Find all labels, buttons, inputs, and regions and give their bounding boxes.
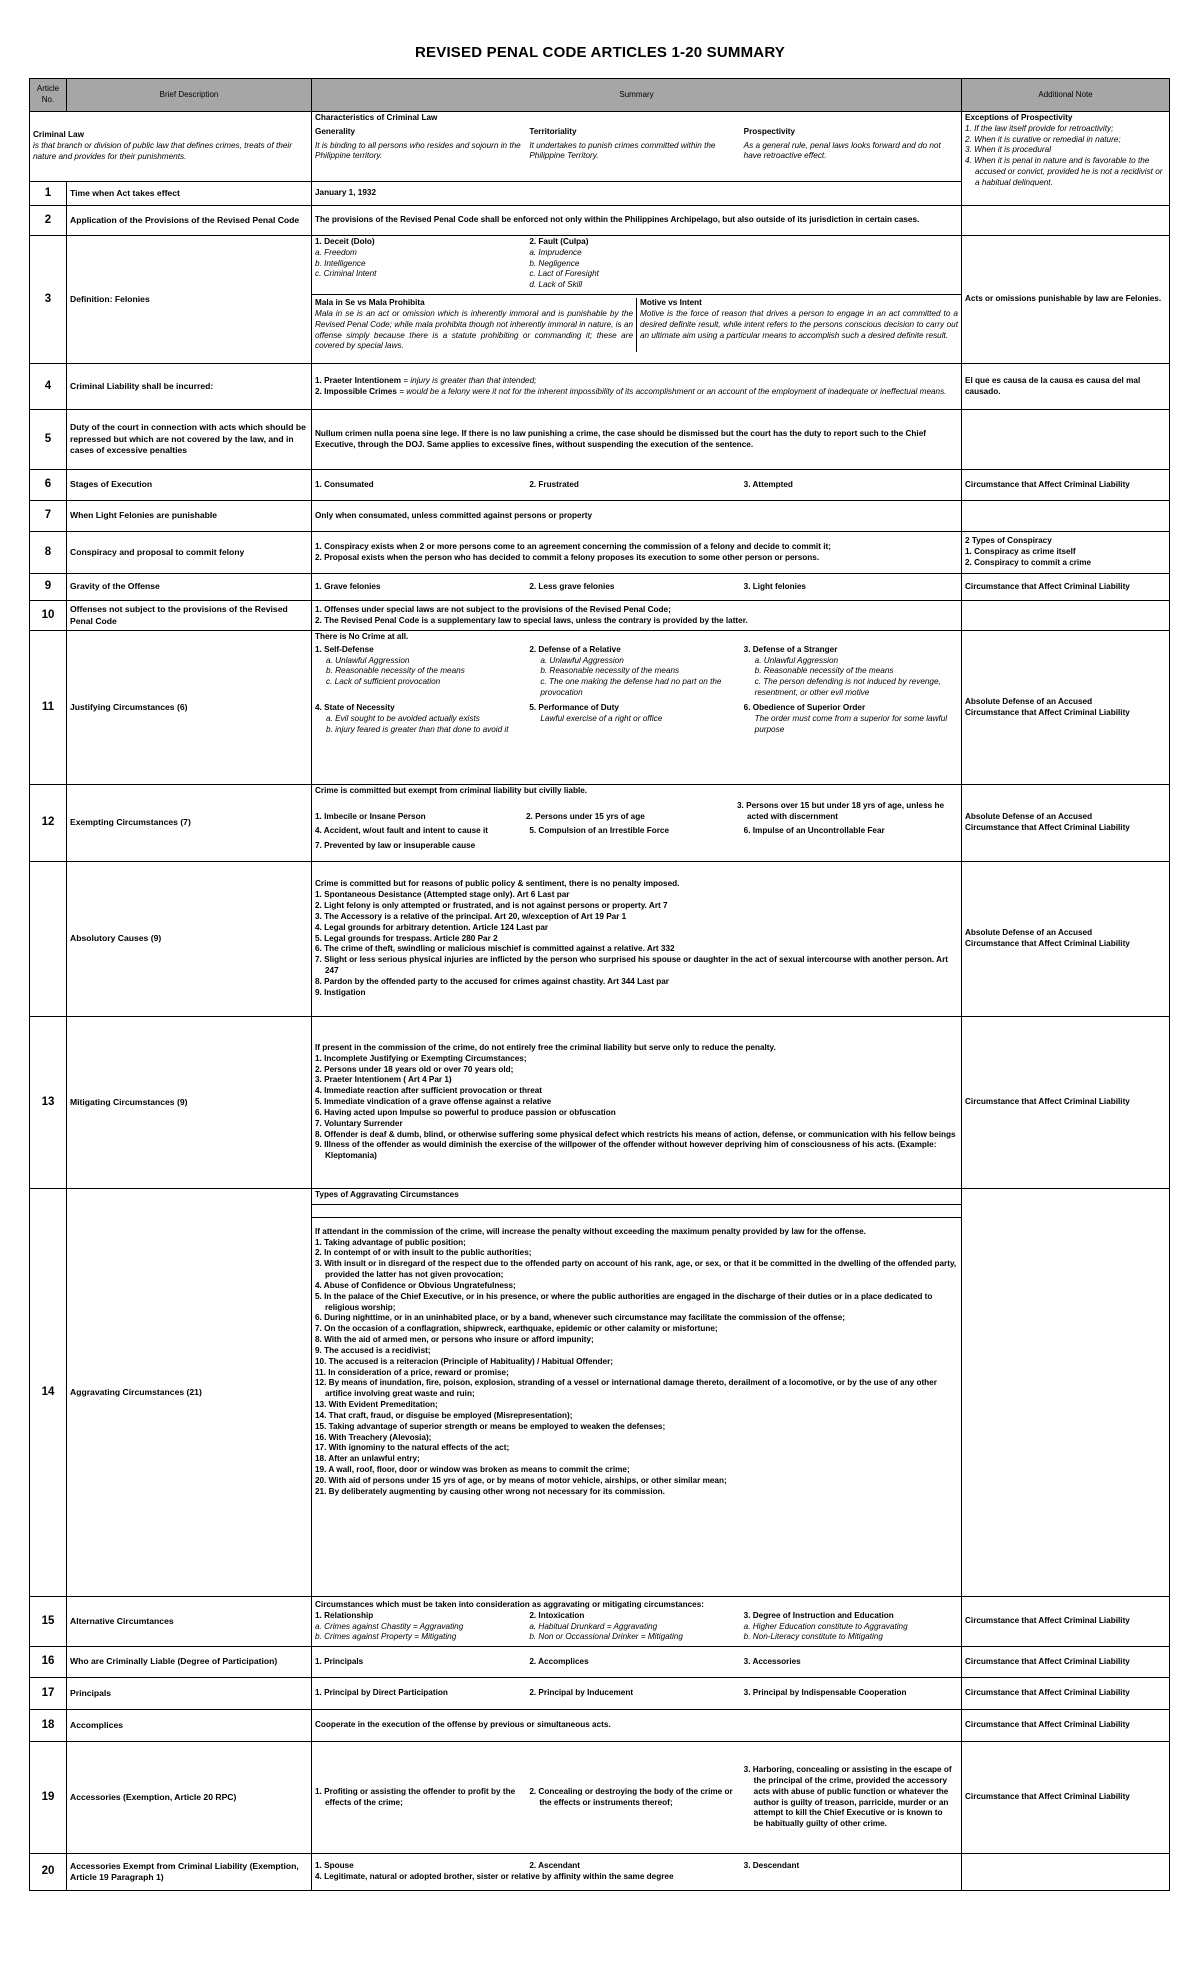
absolutory-row <box>30 862 1170 1017</box>
liable-item: 1. Principals <box>315 1656 364 1666</box>
characteristics-title: Characteristics of Criminal Law <box>315 113 438 122</box>
dolo-item: b. Intelligence <box>315 258 366 268</box>
alternative-subitem: a. Crimes against Chastity = Aggravating <box>315 1621 464 1631</box>
absolutory-item: Crime is committed but for reasons of public policy & sentiment, there is no penalty imposed. <box>315 879 680 889</box>
article-summary <box>312 601 962 631</box>
article-number: 15 <box>30 1597 67 1647</box>
absolutory-item: 5. Legal grounds for trespass. Article 280 Par 2 <box>315 933 498 943</box>
aggravating-item: 13. With Evident Premeditation; <box>315 1400 438 1410</box>
header-row <box>30 79 1170 112</box>
justifying-subitem: Lawful exercise of a right or office <box>540 713 663 723</box>
absolutory-item: 4. Legal grounds for arbitrary detention. Article 124 Last par <box>315 922 549 932</box>
aggravating-item: 6. During nighttime, or in an uninhabited place, or by a band, whenever such circumstance may facilitate the commission of the offense; <box>315 1313 846 1323</box>
criminal-law-title: Criminal Law <box>33 130 84 140</box>
article-note: Circumstance that Affect Criminal Liability <box>962 1017 1170 1189</box>
mala-text: Mala in se is an act or omission which is inherently immoral and is punishable by the Revised Penal Code; while mala prohibita though not inherently immoral in nature, is an offense simply because there is a statute prohibiting or commanding it; these are covered by special laws. <box>315 308 633 351</box>
mitigating-item: 3. Praeter Intentionem ( Art 4 Par 1) <box>315 1075 452 1085</box>
alternative-subitem: b. Non-Literacy constitute to Mitigating <box>743 1632 883 1642</box>
article-note <box>962 862 1170 1017</box>
justifying-subitem: b. Reasonable necessity of the means <box>754 666 894 676</box>
alternative-item: 3. Degree of Instruction and Education <box>743 1610 894 1620</box>
justifying-item: 6. Obedience of Superior Order <box>743 702 866 712</box>
article-summary <box>312 1678 962 1710</box>
mitigating-item: 7. Voluntary Surrender <box>315 1118 403 1128</box>
mala-title: Mala in Se vs Mala Prohibita <box>315 298 425 308</box>
article-summary: The provisions of the Revised Penal Code shall be enforced not only within the Philippines Archipelago, but also outside of its jurisdiction in certain cases. <box>312 206 962 236</box>
note-line: Absolute Defense of an Accused <box>965 928 1093 938</box>
article-row-16 <box>30 1647 1170 1678</box>
justifying-subitem: a. Unlawful Aggression <box>540 655 624 665</box>
justifying-subitem: b. Reasonable necessity of the means <box>540 666 680 676</box>
aggravating-item: 10. The accused is a reiteracion (Principle of Habituality) / Habitual Offender; <box>315 1356 614 1366</box>
impossible-label: 2. Impossible Crimes <box>315 386 397 396</box>
alternative-subitem: b. Non or Occassional Drinker = Mitigating <box>529 1632 683 1642</box>
aggravating-item: 16. With Treachery (Alevosia); <box>315 1432 432 1442</box>
aggravating-item: 20. With aid of persons under 15 yrs of age, or by means of motor vehicle, airships, or other similar mean; <box>315 1475 727 1485</box>
article-description: Mitigating Circumstances (9) <box>67 1017 312 1189</box>
mitigating-item: If present in the commission of the crime, do not entirely free the criminal liability but serve only to reduce the penalty. <box>315 1042 776 1052</box>
offense-item: 1. Offenses under special laws are not subject to the provisions of the Revised Penal Code; <box>315 604 671 614</box>
article-row-2 <box>30 206 1170 236</box>
article-note <box>962 785 1170 862</box>
article-summary <box>312 574 962 601</box>
aggravating-item: 3. With insult or in disregard of the respect due to the offended party on account of his rank, age, or sex, or that it be committed in the dwelling of the offended party, provided the latter has not given provocation; <box>315 1259 957 1280</box>
article-note <box>962 1189 1170 1597</box>
article-row-6 <box>30 470 1170 501</box>
article-number: 8 <box>30 532 67 574</box>
absolutory-item: 8. Pardon by the offended party to the accused for crimes against chastity. Art 344 Last par <box>315 976 669 986</box>
article-number: 19 <box>30 1742 67 1854</box>
accessory-item: 3. Harboring, concealing or assisting in the escape of the principal of the crime, provided the accessory acts with abuse of public function or whatever the author is guilty of treason, parricide, murder or an attempt to kill the Chief Executive or is known to be habitually guilty of other crime. <box>743 1765 952 1829</box>
article-row-5 <box>30 410 1170 470</box>
aggravating-item: 11. In consideration of a price, reward or promise; <box>315 1367 509 1377</box>
note-line: Absolute Defense of an Accused <box>965 812 1093 822</box>
justifying-item: 5. Performance of Duty <box>529 702 619 712</box>
justifying-subitem: b. Reasonable necessity of the means <box>326 666 465 676</box>
justifying-item: 2. Defense of a Relative <box>529 644 621 654</box>
summary-table <box>29 78 1170 1891</box>
exempting-item: 7. Prevented by law or insuperable cause <box>315 841 476 851</box>
aggravating-item: 12. By means of inundation, fire, poison, explosion, stranding of a vessel or international damage thereto, derailment of a locomotive, or by the use of any other artifice involving great waste and ruin; <box>315 1378 937 1399</box>
exception-item: 1. If the law itself provide for retroactivity; <box>965 123 1114 133</box>
article-note: Circumstance that Affect Criminal Liability <box>962 1710 1170 1742</box>
alternative-subitem: b. Crimes against Property = Mitigating <box>315 1632 457 1642</box>
article-summary: Cooperate in the execution of the offense by previous or simultaneous acts. <box>312 1710 962 1742</box>
prospectivity-text: As a general rule, penal laws looks forward and do not have retroactive effect. <box>743 140 941 161</box>
justifying-subitem: c. The one making the defense had no part on the provocation <box>540 677 722 698</box>
stage-item: 1. Consumated <box>315 479 374 489</box>
alternative-subitem: a. Habitual Drunkard = Aggravating <box>529 1621 658 1631</box>
generality-title: Generality <box>315 126 356 136</box>
exception-item: 4. When it is penal in nature and is favorable to the accused or convict, provided he is not a recidivist or a habitual delinquent. <box>965 156 1163 187</box>
absolutory-item: 7. Slight or less serious physical injuries are inflicted by the person who surprised his spouse or daughter in the act of sexual intercourse with another person. Art 247 <box>315 955 949 976</box>
mitigating-item: 1. Incomplete Justifying or Exempting Circumstances; <box>315 1053 527 1063</box>
article-description: Gravity of the Offense <box>67 574 312 601</box>
article-number: 9 <box>30 574 67 601</box>
justifying-subitem: b. injury feared is greater than that done to avoid it <box>326 724 509 734</box>
header-note: Additional Note <box>962 79 1170 112</box>
article-description: Conspiracy and proposal to commit felony <box>67 532 312 574</box>
article-summary <box>312 470 962 501</box>
alternative-subitem: a. Higher Education constitute to Aggravating <box>743 1621 908 1631</box>
proposal-text: 2. Proposal exists when the person who has decided to commit a felony proposes its execution to some other person or persons. <box>315 552 820 562</box>
justifying-subitem: c. The person defending is not induced by revenge, resentment, or other evil motive <box>754 677 941 698</box>
conspiracy-type: 2. Conspiracy to commit a crime <box>965 557 1092 567</box>
mitigating-item: 5. Immediate vindication of a grave offense against a relative <box>315 1097 552 1107</box>
mitigating-item: 9. Illness of the offender as would diminish the exercise of the willpower of the offender without however depriving him of consciousness of his acts. (Example: Kleptomania) <box>315 1140 937 1161</box>
justifying-item: 3. Defense of a Stranger <box>743 644 838 654</box>
article-note <box>962 631 1170 785</box>
dolo-title: 1. Deceit (Dolo) <box>315 237 375 246</box>
mitigating-item: 2. Persons under 18 years old or over 70 years old; <box>315 1064 514 1074</box>
article-description: Aggravating Circumstances (21) <box>67 1189 312 1597</box>
aggravating-item: 1. Taking advantage of public position; <box>315 1237 466 1247</box>
header-summary: Summary <box>312 79 962 112</box>
justifying-intro: There is No Crime at all. <box>315 632 409 641</box>
aggravating-item: 9. The accused is a recidivist; <box>315 1345 431 1355</box>
article-summary <box>312 1854 962 1891</box>
article-row-9 <box>30 574 1170 601</box>
article-note <box>962 532 1170 574</box>
exempting-item: 4. Accident, w/out fault and intent to cause it <box>315 826 489 836</box>
article-description: Duty of the court in connection with acts which should be repressed but which are not covered by the law, and in cases of excessive penalties <box>67 410 312 470</box>
motive-title: Motive vs Intent <box>640 298 702 308</box>
article-number: 5 <box>30 410 67 470</box>
stage-item: 2. Frustrated <box>529 479 579 489</box>
exempt-accessory-item: 4. Legitimate, natural or adopted brother, sister or relative by affinity within the same degree <box>315 1872 674 1881</box>
article-row-10 <box>30 601 1170 631</box>
conspiracy-type: 1. Conspiracy as crime itself <box>965 547 1076 557</box>
article-row-17 <box>30 1678 1170 1710</box>
exempting-item: 2. Persons under 15 yrs of age <box>526 811 645 821</box>
culpa-item: b. Negligence <box>529 258 580 268</box>
aggravating-item: 7. On the occasion of a conflagration, shipwreck, earthquake, epidemic or other calamity or misfortune; <box>315 1324 718 1334</box>
article-number: 6 <box>30 470 67 501</box>
exception-item: 3. When it is procedural <box>965 145 1052 155</box>
article-row-15 <box>30 1597 1170 1647</box>
article-number: 10 <box>30 601 67 631</box>
liable-item: 3. Accessories <box>743 1656 801 1666</box>
article-number: 4 <box>30 364 67 410</box>
exceptions-cell <box>962 112 1170 206</box>
praeter-text: = injury is greater than that intended; <box>401 375 537 385</box>
aggravating-item: 19. A wall, roof, floor, door or window was broken as means to commit the crime; <box>315 1465 630 1475</box>
praeter-label: 1. Praeter Intentionem <box>315 375 401 385</box>
exceptions-title: Exceptions of Prospectivity <box>965 113 1073 122</box>
article-row-4 <box>30 364 1170 410</box>
article-row-19 <box>30 1742 1170 1854</box>
prospectivity-title: Prospectivity <box>743 126 796 136</box>
gravity-item: 1. Grave felonies <box>315 581 381 591</box>
exempting-item: 6. Impulse of an Uncontrollable Fear <box>743 826 885 836</box>
note-line: Absolute Defense of an Accused <box>965 696 1093 706</box>
territoriality-text: It undertakes to punish crimes committed within the Philippine Territory. <box>529 140 716 161</box>
article-note: Circumstance that Affect Criminal Liability <box>962 1742 1170 1854</box>
justifying-subitem: The order must come from a superior for some lawful purpose <box>754 713 948 734</box>
alternative-item: 1. Relationship <box>315 1610 374 1620</box>
article-row-3 <box>30 236 1170 364</box>
principal-item: 3. Principal by Indispensable Cooperation <box>743 1688 907 1698</box>
article-summary <box>312 532 962 574</box>
exempting-item: 5. Compulsion of an Irrestible Force <box>529 826 669 836</box>
absolutory-item: 2. Light felony is only attempted or frustrated, and is not against persons or property. Art 7 <box>315 901 668 911</box>
intro-row <box>30 112 1170 182</box>
aggravating-item: If attendant in the commission of the crime, will increase the penalty without exceeding the maximum penalty provided by law for the offense. <box>315 1226 866 1236</box>
article-number: 7 <box>30 501 67 532</box>
justifying-subitem: a. Evil sought to be avoided actually exists <box>326 713 480 723</box>
article-description: Accessories Exempt from Criminal Liability (Exemption, Article 19 Paragraph 1) <box>67 1854 312 1891</box>
article-note: Circumstance that Affect Criminal Liability <box>962 1647 1170 1678</box>
article-description: Justifying Circumstances (6) <box>67 631 312 785</box>
gravity-item: 3. Light felonies <box>743 581 806 591</box>
exempting-item: 3. Persons over 15 but under 18 yrs of age, unless he acted with discernment <box>737 800 945 821</box>
aggravating-item: 14. That craft, fraud, or disguise be employed (Misrepresentation); <box>315 1410 573 1420</box>
article-note: Circumstance that Affect Criminal Liability <box>962 470 1170 501</box>
article-row-8 <box>30 532 1170 574</box>
exception-item: 2. When it is curative or remedial in nature; <box>965 134 1121 144</box>
justifying-item: 4. State of Necessity <box>315 702 395 712</box>
culpa-title: 2. Fault (Culpa) <box>529 237 589 246</box>
justifying-subitem: c. Lack of sufficient provocation <box>326 677 441 687</box>
gravity-item: 2. Less grave felonies <box>529 581 615 591</box>
article-row-18 <box>30 1710 1170 1742</box>
article-row-20 <box>30 1854 1170 1891</box>
aggravating-item: 2. In contempt of or with insult to the public authorities; <box>315 1248 532 1258</box>
criminal-law-cell <box>30 112 312 182</box>
article-number: 17 <box>30 1678 67 1710</box>
article-row-7 <box>30 501 1170 532</box>
justifying-subitem: a. Unlawful Aggression <box>754 655 839 665</box>
aggravating-types-title: Types of Aggravating Circumstances <box>315 1190 459 1199</box>
characteristics-cell <box>312 112 962 182</box>
article-description: Principals <box>67 1678 312 1710</box>
justifying-item: 1. Self-Defense <box>315 644 374 654</box>
article-number: 16 <box>30 1647 67 1678</box>
note-line: Circumstance that Affect Criminal Liability <box>965 939 1130 948</box>
aggravating-item: 21. By deliberately augmenting by causing other wrong not necessary for its commission. <box>315 1486 665 1496</box>
absolutory-item: 1. Spontaneous Desistance (Attempted stage only). Art 6 Last par <box>315 890 570 900</box>
article-description: Alternative Circumtances <box>67 1597 312 1647</box>
generality-text: It is binding to all persons who resides and sojourn in the Philippine territory. <box>315 140 521 161</box>
article-note <box>962 601 1170 631</box>
absolutory-item: 3. The Accessory is a relative of the principal. Art 20, w/exception of Art 19 Par 1 <box>315 911 627 921</box>
article-number <box>30 862 67 1017</box>
exempt-accessory-item: 1. Spouse <box>315 1861 354 1871</box>
article-description: Stages of Execution <box>67 470 312 501</box>
article-description: When Light Felonies are punishable <box>67 501 312 532</box>
exempt-accessory-item: 3. Descendant <box>743 1861 800 1871</box>
article-summary: Only when consumated, unless committed against persons or property <box>312 501 962 532</box>
article-summary: Nullum crimen nulla poena sine lege. If there is no law punishing a crime, the case should be dismissed but the court has the duty to report such to the Chief Executive, through the DOJ. Same applies to excessive fines, without suspending the execution of the sentence. <box>312 410 962 470</box>
stage-item: 3. Attempted <box>743 479 793 489</box>
mitigating-item: 4. Immediate reaction after sufficient provocation or threat <box>315 1086 543 1096</box>
article-number: 11 <box>30 631 67 785</box>
article-summary <box>312 1017 962 1189</box>
article-note <box>962 206 1170 236</box>
aggravating-item: 4. Abuse of Confidence or Obvious Ungratefulness; <box>315 1280 516 1290</box>
alternative-intro: Circumstances which must be taken into consideration as aggravating or mitigating circumstances: <box>315 1599 705 1609</box>
dolo-item: c. Criminal Intent <box>315 269 377 279</box>
article-note: Circumstance that Affect Criminal Liability <box>962 1678 1170 1710</box>
absolutory-item: 9. Instigation <box>315 987 366 997</box>
article-description: Time when Act takes effect <box>67 182 312 206</box>
article-row-14 <box>30 1189 1170 1597</box>
article-note: Acts or omissions punishable by law are Felonies. <box>962 236 1170 364</box>
absolutory-item: 6. The crime of theft, swindling or malicious mischief is committed against a relative. Art 332 <box>315 944 675 954</box>
article-number: 20 <box>30 1854 67 1891</box>
exempt-accessory-item: 2. Ascendant <box>529 1861 580 1871</box>
article-summary <box>312 364 962 410</box>
conspiracy-text: 1. Conspiracy exists when 2 or more persons come to an agreement concerning the commission of a felony and decide to commit it; <box>315 541 831 551</box>
culpa-item: c. Lact of Foresight <box>529 269 599 279</box>
article-note <box>962 410 1170 470</box>
motive-text: Motive is the force of reason that drives a person to engage in an act committed to a desired definite result, while intent refers to the persons conscious decision to carry out an ultimate aim using a particular means to accomplish such a desired definite result. <box>640 308 958 340</box>
article-summary <box>312 1189 962 1597</box>
mitigating-item: 8. Offender is deaf & dumb, blind, or otherwise suffering some physical defect which restricts his means of action, defense, or communication with his fellow beings <box>315 1129 956 1139</box>
aggravating-item: 15. Taking advantage of superior strength or means be employed to weaken the defenses; <box>315 1421 666 1431</box>
article-description: Application of the Provisions of the Revised Penal Code <box>67 206 312 236</box>
note-line: Circumstance that Affect Criminal Liability <box>965 823 1130 832</box>
conspiracy-types-title: 2 Types of Conspiracy <box>965 536 1052 546</box>
article-description: Accessories (Exemption, Article 20 RPC) <box>67 1742 312 1854</box>
accessory-item: 2. Concealing or destroying the body of the crime or the effects or instruments thereof; <box>529 1786 733 1807</box>
aggravating-item: 8. With the aid of armed men, or persons who insure or afford impunity; <box>315 1335 594 1345</box>
article-row-12 <box>30 785 1170 862</box>
article-summary: January 1, 1932 <box>312 182 962 206</box>
article-number: 14 <box>30 1189 67 1597</box>
article-description: Definition: Felonies <box>67 236 312 364</box>
article-summary <box>312 631 962 785</box>
liable-item: 2. Accomplices <box>529 1656 589 1666</box>
culpa-item: d. Lack of Skill <box>529 280 583 290</box>
article-note <box>962 1854 1170 1891</box>
article-number: 2 <box>30 206 67 236</box>
article-note: Circumstance that Affect Criminal Liability <box>962 574 1170 601</box>
header-brief: Brief Description <box>67 79 312 112</box>
article-summary <box>312 785 962 862</box>
article-note <box>962 501 1170 532</box>
alternative-item: 2. Intoxication <box>529 1610 585 1620</box>
article-number: 1 <box>30 182 67 206</box>
aggravating-item: 5. In the palace of the Chief Executive, or in his presence, or where the public authorities are engaged in the discharge of their duties or in a place dedicated to religious worship; <box>315 1291 933 1312</box>
justifying-subitem: a. Unlawful Aggression <box>326 655 410 665</box>
article-summary <box>312 1742 962 1854</box>
article-row-11 <box>30 631 1170 785</box>
principal-item: 2. Principal by Inducement <box>529 1688 634 1698</box>
impossible-text: = would be a felony were it not for the inherent impossibility of its accomplishment or an account of the employment of inadequate or ineffectual means. <box>396 386 947 396</box>
article-note: El que es causa de la causa es causa del mal causado. <box>962 364 1170 410</box>
article-description: Exempting Circumstances (7) <box>67 785 312 862</box>
aggravating-item: 18. After an unlawful entry; <box>315 1454 420 1464</box>
article-row-13 <box>30 1017 1170 1189</box>
article-description: Offenses not subject to the provisions of the Revised Penal Code <box>67 601 312 631</box>
culpa-item: a. Imprudence <box>529 247 582 257</box>
article-number: 18 <box>30 1710 67 1742</box>
criminal-law-text: is that branch or division of public law that defines crimes, treats of their nature and provides for their punishments. <box>33 141 292 161</box>
mitigating-item: 6. Having acted upon Impulse so powerful to produce passion or obfuscation <box>315 1107 616 1117</box>
offense-item: 2. The Revised Penal Code is a supplementary law to special laws, unless the contrary is provided by the latter. <box>315 615 748 625</box>
note-line: Circumstance that Affect Criminal Liability <box>965 707 1130 717</box>
dolo-item: a. Freedom <box>315 247 357 257</box>
article-description: Accomplices <box>67 1710 312 1742</box>
page-title: REVISED PENAL CODE ARTICLES 1-20 SUMMARY <box>415 44 785 61</box>
article-number: 3 <box>30 236 67 364</box>
article-note: Circumstance that Affect Criminal Liability <box>962 1597 1170 1647</box>
article-summary <box>312 862 962 1017</box>
exempting-item: 1. Imbecile or Insane Person <box>315 811 426 821</box>
principal-item: 1. Principal by Direct Participation <box>315 1688 448 1698</box>
aggravating-item: 17. With ignominy to the natural effects of the act; <box>315 1443 510 1453</box>
article-summary <box>312 1647 962 1678</box>
article-description: Absolutory Causes (9) <box>67 862 312 1017</box>
header-article: Article No. <box>30 79 67 112</box>
article-number: 13 <box>30 1017 67 1189</box>
territoriality-title: Territoriality <box>529 126 577 136</box>
article-description: Who are Criminally Liable (Degree of Participation) <box>67 1647 312 1678</box>
article-description: Criminal Liability shall be incurred: <box>67 364 312 410</box>
accessory-item: 1. Profiting or assisting the offender to profit by the effects of the crime; <box>315 1786 516 1807</box>
article-number: 12 <box>30 785 67 862</box>
article-summary <box>312 236 962 364</box>
exempting-intro: Crime is committed but exempt from criminal liability but civilly liable. <box>315 786 588 795</box>
article-summary <box>312 1597 962 1647</box>
